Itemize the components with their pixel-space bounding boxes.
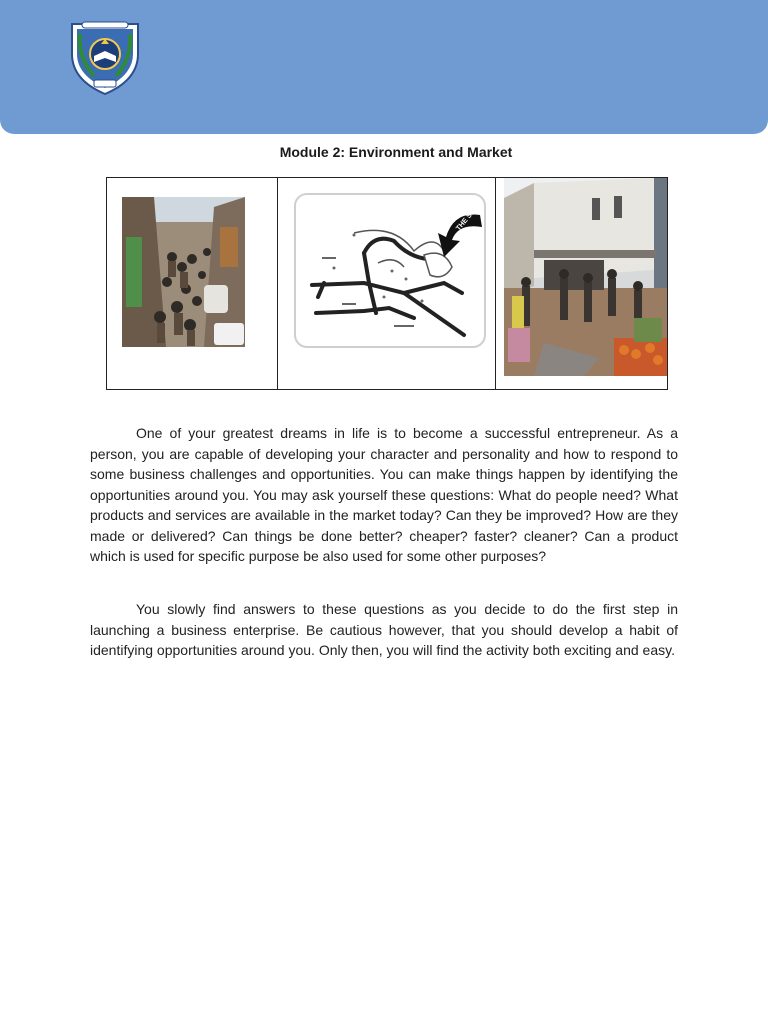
school-seal-icon [66,18,144,96]
market-building-photo [504,178,667,376]
module-title: Module 2: Environment and Market [279,144,513,160]
table-divider [277,178,278,389]
paragraph-2: You slowly find answers to these questions as you decide to do the first step in launching a business enterprise. Be cautious however, that you should develop a habit of identifying opportunities around you. Only then, you will find the activity both exciting and easy. [90,601,678,658]
image-table [106,177,668,390]
paragraph-1: One of your greatest dreams in life is to become a successful entrepreneur. As a person, you are capable of developing your character and personality and how to respond to some business challenges and opportunities. You can make things happen by identifying the opportunities around you. You may ask yourself these questions: What do people need? What products and services are available in the market today? Can they be improved? How are they made or delivered? Can things be done better? cheaper? faster? cleaner? Can a product which is used for specific purpose be also used for some other purposes? [90,425,678,564]
table-divider [495,178,496,389]
map-arrow-label: THE SITE [455,203,481,233]
site-map-diagram [294,193,486,348]
header-band [0,0,768,134]
street-market-photo [122,197,245,347]
